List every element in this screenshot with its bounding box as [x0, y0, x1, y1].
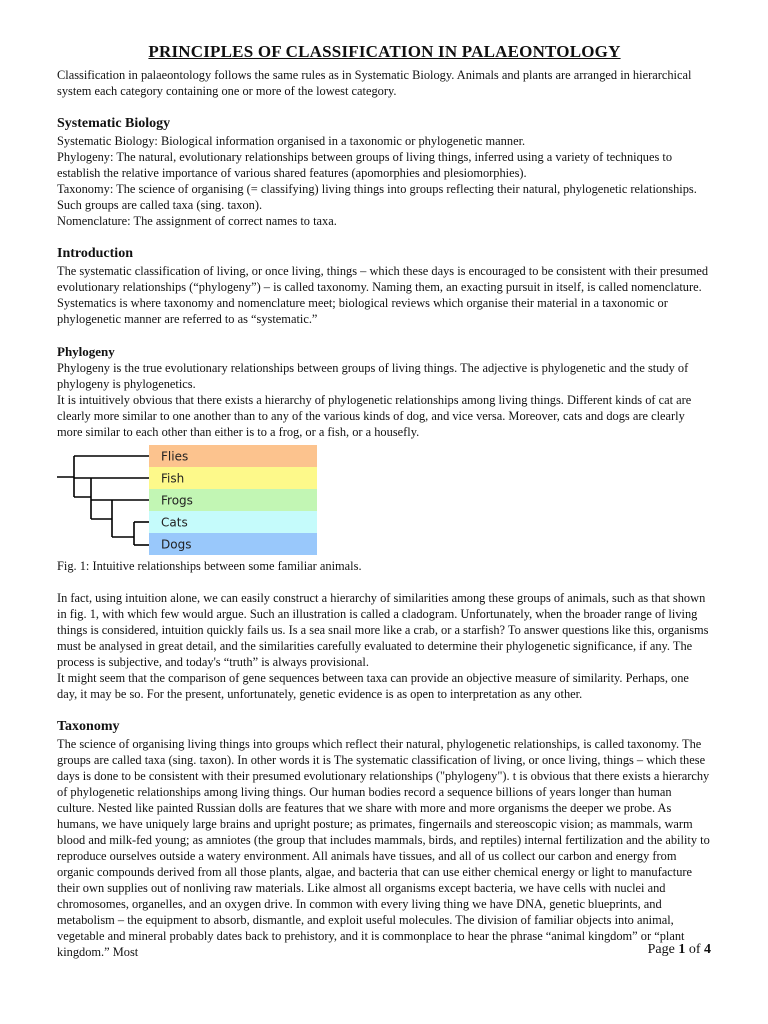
- heading-introduction: Introduction: [57, 246, 133, 261]
- heading-phylogeny: Phylogeny: [57, 344, 115, 359]
- of-word: of: [688, 942, 701, 957]
- def-systematic-biology: Systematic Biology: Biological information organised in a taxonomic or phylogenetic manner.: [57, 134, 526, 148]
- page-word: Page: [647, 942, 675, 957]
- total-pages: 4: [704, 942, 711, 957]
- clade-label-frogs: Frogs: [161, 493, 193, 508]
- current-page: 1: [678, 942, 686, 957]
- clade-label-fish: Fish: [161, 471, 185, 486]
- phylogeny-paragraph-3: In fact, using intuition alone, we can easily construct a hierarchy of similarities among these groups of animals, such as that shown in fig. 1, with which few would argue. Such an illustration is called a cladogram. Unfortunately, when the broader range of living things is considered, intuition quickly fails us. Is a sea snail more like a crab, or a starfish? To answer questions like this, organisms must be analysed in great detail, and the similarities carefully evaluated to determine their phylogenetic significance, if any. The process is subjective, and today's “truth” is always provisional.: [57, 591, 709, 669]
- clade-label-flies: Flies: [161, 449, 189, 464]
- def-phylogeny: Phylogeny: The natural, evolutionary relationships between groups of living things, inferred using a variety of techniques to establish the relative importance of various shared features (apomorphies and plesiomorphies).: [57, 150, 673, 180]
- document-page: [57, 42, 712, 960]
- def-taxonomy: Taxonomy: The science of organising (= classifying) living things into groups reflecting their natural, phylogenetic relationships. Such groups are called taxa (sing. taxon).: [57, 182, 697, 212]
- figure-caption: Fig. 1: Intuitive relationships between some familiar animals.: [57, 559, 362, 573]
- cladogram: [57, 445, 327, 555]
- document-title: PRINCIPLES OF CLASSIFICATION IN PALAEONTOLOGY: [148, 42, 621, 61]
- clade-label-dogs: Dogs: [161, 537, 192, 552]
- introduction-paragraph: The systematic classification of living, or once living, things – which these days is encouraged to be consistent with their presumed evolutionary relationships (“phylogeny”) – is called taxonomy. Naming them, an exacting pursuit in itself, is called nomenclature. Systematics is where taxonomy and nomenclature meet; biological reviews which organise their material in a taxonomic or phylogenetic manner are referred to as “systematic.”: [57, 264, 709, 326]
- clade-label-cats: Cats: [161, 515, 188, 530]
- heading-taxonomy: Taxonomy: [57, 719, 120, 734]
- phylogeny-paragraph-4: It might seem that the comparison of gene sequences between taxa can provide an objective measure of similarity. Perhaps, one day, it may be so. For the present, unfortunately, genetic evidence is as open to interpretation as any other.: [57, 671, 689, 701]
- phylogeny-paragraph-1: Phylogeny is the true evolutionary relationships between groups of living things. The adjective is phylogenetic and the study of phylogeny is phylogenetics.: [57, 361, 689, 391]
- intro-paragraph: Classification in palaeontology follows the same rules as in Systematic Biology. Animals and plants are arranged in hierarchical system each category containing one or more of the lowest category.: [57, 68, 692, 98]
- taxonomy-paragraph: The science of organising living things into groups which reflect their natural, phylogenetic relationships, is called taxonomy. The groups are called taxa (sing. taxon). In other words it is The systematic classification of living, or once living, things – which these days is done to be consistent with their presumed evolutionary relationships ("phylogeny"). t is obvious that there exists a hierarchy of phylogenetic relationships among living things. Our human bodies record a sequence billions of years longer than human culture. Nested like painted Russian dolls are features that we share with more and more organisms the deeper we probe. As humans, we have uniquely large brains and upright posture; as primates, fingernails and stereoscopic vision; as mammals, warm blood and milk-fed young; as amniotes (the group that includes mammals, birds, and reptiles) internal fertilization and the ability to reproduce ourselves outside a watery environment. All animals have tissues, and all of us collect our carbon and energy from organic compounds derived from all those plants, algae, and bacteria that can use either chemical energy or light to manufacture their own supplies out of nonliving raw materials. Like almost all organisms except bacteria, we have cells with nuclei and chromosomes, organelles, and an oxygen drive. In common with every living thing we have DNA, genetic blueprints, and metabolism – the equipment to absorb, dismantle, and exploit useful molecules. The division of familiar objects into animal, vegetable and mineral probably dates back to prehistory, and it is commonplace to hear the phrase “animal kingdom” or “plant kingdom.” Most: [57, 737, 710, 959]
- page-number: [648, 942, 711, 958]
- def-nomenclature: Nomenclature: The assignment of correct names to taxa.: [57, 214, 337, 228]
- heading-systematic-biology: Systematic Biology: [57, 116, 171, 131]
- cladogram-figure: [57, 445, 327, 555]
- phylogeny-paragraph-2: It is intuitively obvious that there exists a hierarchy of phylogenetic relationships among living things. Different kinds of cat are clearly more similar to one another than to any of the various kinds of dog, and vice versa. Moreover, cats and dogs are clearly more similar to each other than either is to a frog, or a fish, or a housefly.: [57, 393, 692, 439]
